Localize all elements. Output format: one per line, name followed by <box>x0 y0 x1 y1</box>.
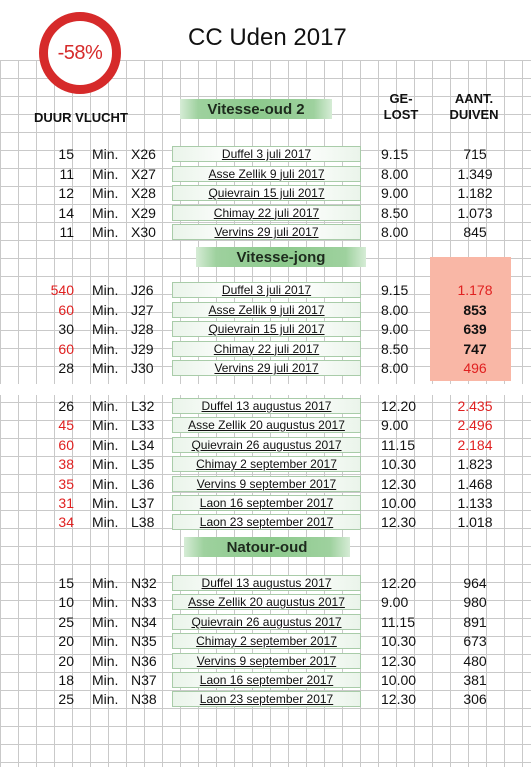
vlucht-code-cell: N33 <box>131 594 157 611</box>
race-link[interactable] <box>172 417 361 433</box>
unit-cell: Min. <box>92 340 119 357</box>
duiven-cell: 1.182 <box>457 185 493 202</box>
race-label: Laon 16 september 2017 <box>199 496 334 510</box>
gelost-cell: 8.50 <box>381 340 409 357</box>
vlucht-code-cell: J30 <box>131 360 154 377</box>
unit-cell: Min. <box>92 495 119 511</box>
table-row <box>0 612 531 631</box>
unit-cell: Min. <box>92 185 119 202</box>
race-link[interactable] <box>172 495 361 511</box>
discount-badge <box>39 12 121 94</box>
race-label: Quievrain 26 augustus 2017 <box>191 614 342 629</box>
vlucht-code-cell: N32 <box>131 575 157 591</box>
unit-cell: Min. <box>92 146 119 162</box>
gelost-cell: 8.50 <box>381 204 409 221</box>
unit-cell: Min. <box>92 165 119 182</box>
race-link[interactable] <box>172 633 361 649</box>
table-row <box>0 339 531 358</box>
race-link[interactable] <box>172 360 361 376</box>
duur-cell: 11 <box>59 224 74 241</box>
vlucht-code-cell: L38 <box>131 514 155 531</box>
unit-cell: Min. <box>92 360 119 377</box>
section-title-vitesse-jong: Vitesse-jong <box>196 247 366 267</box>
gelost-cell: 9.00 <box>381 321 409 338</box>
race-link[interactable] <box>172 691 361 707</box>
race-link[interactable] <box>172 594 361 610</box>
unit-cell: Min. <box>92 575 119 591</box>
race-link[interactable] <box>172 321 361 337</box>
duiven-cell: 381 <box>463 672 487 688</box>
gelost-cell: 9.15 <box>381 282 409 298</box>
gelost-cell: 9.15 <box>381 146 409 162</box>
race-label: Duffel 13 augustus 2017 <box>201 399 332 413</box>
page-title: CC Uden 2017 <box>188 24 347 51</box>
duiven-cell: 1.349 <box>457 165 493 182</box>
gelost-cell: 10.30 <box>381 456 417 473</box>
race-label: Chimay 22 juli 2017 <box>213 341 320 356</box>
gelost-cell: 10.00 <box>381 672 417 688</box>
race-label: Laon 23 september 2017 <box>199 515 334 530</box>
vlucht-code-cell: N38 <box>131 691 157 708</box>
vlucht-code-cell: N34 <box>131 613 157 630</box>
duiven-cell: 964 <box>463 575 487 591</box>
separator-band <box>0 384 531 395</box>
gelost-cell: 12.30 <box>381 514 417 531</box>
gelost-cell: 12.20 <box>381 398 417 414</box>
table-row <box>0 631 531 650</box>
duur-cell: 10 <box>58 594 74 611</box>
duur-cell: 20 <box>58 633 74 650</box>
header-aantal-duiven <box>438 91 510 123</box>
table-row <box>0 415 531 434</box>
table-row <box>0 203 531 222</box>
vlucht-code-cell: N35 <box>131 633 157 650</box>
table-row <box>0 651 531 670</box>
table-row <box>0 573 531 592</box>
vlucht-code-cell: J26 <box>131 282 154 298</box>
duiven-cell: 2.496 <box>457 417 493 434</box>
table-row <box>0 280 531 299</box>
race-link[interactable] <box>172 205 361 221</box>
race-label: Quievrain 15 juli 2017 <box>208 186 325 201</box>
vlucht-code-cell: J29 <box>131 340 154 357</box>
race-label: Chimay 2 september 2017 <box>196 634 337 649</box>
header-gelost <box>376 91 426 123</box>
vlucht-code-cell: X30 <box>131 224 156 241</box>
header-aant-line1: AANT. <box>454 91 494 106</box>
race-label: Asse Zellik 9 juli 2017 <box>208 302 325 317</box>
gelost-cell: 8.00 <box>381 301 409 318</box>
unit-cell: Min. <box>92 301 119 318</box>
race-link[interactable] <box>172 224 361 240</box>
table-row <box>0 183 531 202</box>
race-label: Quievrain 26 augustus 2017 <box>191 437 342 452</box>
duur-cell: 60 <box>58 340 74 357</box>
section-title-vitesse-oud: Vitesse-oud 2 <box>180 99 332 119</box>
race-link[interactable] <box>172 653 361 669</box>
gelost-cell: 11.15 <box>381 613 415 630</box>
vlucht-code-cell: X29 <box>131 204 156 221</box>
race-label: Duffel 3 juli 2017 <box>221 147 312 161</box>
race-link[interactable] <box>172 398 361 414</box>
race-link[interactable] <box>172 575 361 591</box>
duur-cell: 28 <box>58 360 74 377</box>
gelost-cell: 12.20 <box>381 575 417 591</box>
duiven-cell: 1.823 <box>457 456 493 473</box>
vlucht-code-cell: L35 <box>131 456 155 473</box>
duur-cell: 30 <box>58 321 74 338</box>
table-row <box>0 319 531 338</box>
race-label: Asse Zellik 9 juli 2017 <box>208 166 325 181</box>
duur-cell: 14 <box>58 204 74 221</box>
race-link[interactable] <box>172 614 361 630</box>
duur-cell: 12 <box>58 185 74 202</box>
race-label: Vervins 29 juli 2017 <box>214 361 319 376</box>
duur-cell: 11 <box>59 165 74 182</box>
duur-cell: 15 <box>58 146 74 162</box>
header-aant-line2: DUIVEN <box>449 107 499 122</box>
gelost-cell: 8.00 <box>381 360 409 377</box>
duur-cell: 25 <box>58 691 74 708</box>
race-link[interactable] <box>172 166 361 182</box>
race-label: Quievrain 15 juli 2017 <box>208 322 325 337</box>
race-label: Laon 23 september 2017 <box>199 692 334 707</box>
duur-cell: 25 <box>58 613 74 630</box>
duiven-cell: 1.178 <box>457 282 493 298</box>
duur-cell: 35 <box>58 475 74 492</box>
duiven-cell: 496 <box>463 360 487 377</box>
unit-cell: Min. <box>92 436 119 453</box>
vlucht-code-cell: L32 <box>131 398 155 414</box>
race-link[interactable] <box>172 672 361 688</box>
unit-cell: Min. <box>92 633 119 650</box>
race-label: Chimay 22 juli 2017 <box>213 205 320 220</box>
table-row <box>0 222 531 241</box>
vlucht-code-cell: X26 <box>131 146 156 162</box>
duur-cell: 31 <box>58 495 74 511</box>
table-row <box>0 474 531 493</box>
vlucht-code-cell: X28 <box>131 185 156 202</box>
unit-cell: Min. <box>92 282 119 298</box>
gelost-cell: 11.15 <box>381 436 415 453</box>
duiven-cell: 480 <box>463 652 487 669</box>
header-gelost-line2: LOST <box>383 107 419 122</box>
gelost-cell: 8.00 <box>381 165 409 182</box>
race-label: Vervins 9 september 2017 <box>196 653 337 668</box>
table-row <box>0 358 531 377</box>
race-link[interactable] <box>172 437 361 453</box>
unit-cell: Min. <box>92 672 119 688</box>
unit-cell: Min. <box>92 321 119 338</box>
duiven-cell: 639 <box>463 321 487 338</box>
duiven-cell: 980 <box>463 594 487 611</box>
race-label: Asse Zellik 20 augustus 2017 <box>188 595 345 610</box>
duiven-cell: 845 <box>463 224 487 241</box>
duiven-cell: 853 <box>463 301 487 318</box>
duiven-cell: 891 <box>463 613 487 630</box>
race-label: Asse Zellik 20 augustus 2017 <box>188 418 345 433</box>
section-title-natour-oud: Natour-oud <box>184 537 350 557</box>
gelost-cell: 10.30 <box>381 633 417 650</box>
table-row <box>0 435 531 454</box>
unit-cell: Min. <box>92 514 119 531</box>
duur-cell: 60 <box>58 436 74 453</box>
race-link[interactable] <box>172 146 361 162</box>
gelost-cell: 12.30 <box>381 652 417 669</box>
vlucht-code-cell: N37 <box>131 672 157 688</box>
table-row <box>0 454 531 473</box>
gelost-cell: 12.30 <box>381 691 417 708</box>
race-link[interactable] <box>172 476 361 492</box>
race-label: Chimay 2 september 2017 <box>196 457 337 472</box>
duur-cell: 38 <box>58 456 74 473</box>
table-row <box>0 592 531 611</box>
unit-cell: Min. <box>92 456 119 473</box>
duur-cell: 540 <box>50 282 74 298</box>
duiven-cell: 2.435 <box>457 398 493 414</box>
unit-cell: Min. <box>92 691 119 708</box>
table-row <box>0 512 531 531</box>
table-row <box>0 396 531 415</box>
race-label: Laon 16 september 2017 <box>199 673 334 687</box>
vlucht-code-cell: L34 <box>131 436 155 453</box>
duiven-cell: 1.073 <box>457 204 493 221</box>
duur-cell: 15 <box>58 575 74 591</box>
unit-cell: Min. <box>92 224 119 241</box>
race-label: Duffel 13 augustus 2017 <box>201 576 332 590</box>
duur-cell: 45 <box>58 417 74 434</box>
race-link[interactable] <box>172 341 361 357</box>
race-link[interactable] <box>172 185 361 201</box>
duur-cell: 18 <box>58 672 74 688</box>
duur-cell: 26 <box>58 398 74 414</box>
unit-cell: Min. <box>92 417 119 434</box>
table-row <box>0 670 531 689</box>
duiven-cell: 1.133 <box>457 495 493 511</box>
duiven-cell: 673 <box>463 633 487 650</box>
duiven-cell: 1.468 <box>457 475 493 492</box>
race-link[interactable] <box>172 456 361 472</box>
gelost-cell: 12.30 <box>381 475 417 492</box>
table-row <box>0 144 531 163</box>
duiven-cell: 1.018 <box>457 514 493 531</box>
race-link[interactable] <box>172 302 361 318</box>
vlucht-code-cell: L37 <box>131 495 155 511</box>
unit-cell: Min. <box>92 475 119 492</box>
race-link[interactable] <box>172 514 361 530</box>
gelost-cell: 9.00 <box>381 594 409 611</box>
unit-cell: Min. <box>92 204 119 221</box>
table-row <box>0 164 531 183</box>
duiven-cell: 306 <box>463 691 487 708</box>
race-link[interactable] <box>172 282 361 298</box>
unit-cell: Min. <box>92 613 119 630</box>
duur-cell: 34 <box>58 514 74 531</box>
gelost-cell: 8.00 <box>381 224 409 241</box>
duur-cell: 20 <box>58 652 74 669</box>
race-label: Duffel 3 juli 2017 <box>221 283 312 297</box>
vlucht-code-cell: N36 <box>131 652 157 669</box>
table-row <box>0 300 531 319</box>
race-label: Vervins 29 juli 2017 <box>214 225 319 240</box>
vlucht-code-cell: L36 <box>131 475 155 492</box>
gelost-cell: 9.00 <box>381 185 409 202</box>
vlucht-code-cell: J27 <box>131 301 154 318</box>
gelost-cell: 9.00 <box>381 417 409 434</box>
duiven-cell: 2.184 <box>457 436 493 453</box>
duiven-cell: 747 <box>463 340 487 357</box>
vlucht-code-cell: X27 <box>131 165 156 182</box>
badge-text: -58% <box>57 41 103 64</box>
duur-cell: 60 <box>58 301 74 318</box>
gelost-cell: 10.00 <box>381 495 417 511</box>
table-row <box>0 493 531 512</box>
unit-cell: Min. <box>92 398 119 414</box>
unit-cell: Min. <box>92 594 119 611</box>
duiven-cell: 715 <box>463 146 487 162</box>
header-duur-vlucht: DUUR VLUCHT <box>34 110 128 125</box>
table-row <box>0 689 531 708</box>
race-label: Vervins 9 september 2017 <box>196 476 337 491</box>
header-gelost-line1: GE- <box>389 91 413 106</box>
vlucht-code-cell: J28 <box>131 321 154 338</box>
vlucht-code-cell: L33 <box>131 417 155 434</box>
unit-cell: Min. <box>92 652 119 669</box>
